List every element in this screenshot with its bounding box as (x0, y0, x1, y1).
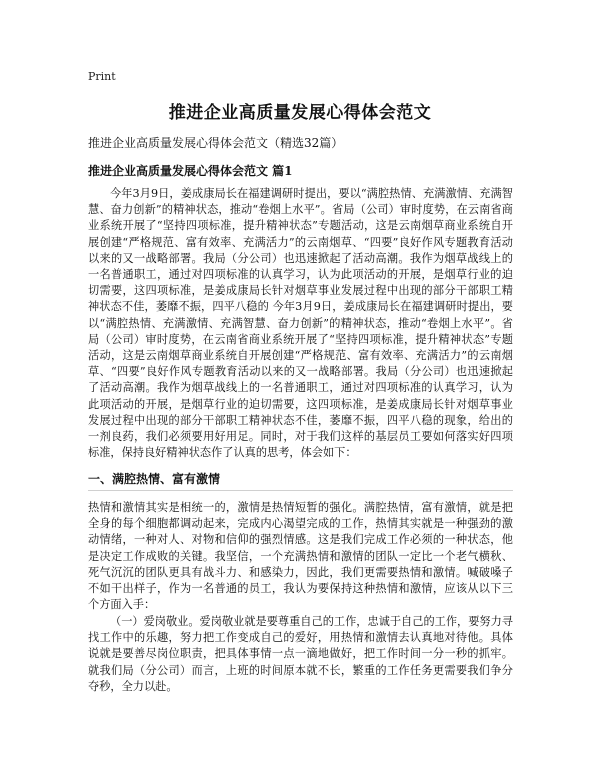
paragraph-1: 今年3月9日，姜成康局长在福建调研时提出，要以“满腔热情、充满激情、充满智慧、奋力创新”的精神状态，推动“卷烟上水平”。省局（公司）审时度势，在云南省商业系统开展了“坚持四项标准，提升精神状态”专题活动，这是云南烟草商业系统自开展创建“严格规范、富有效率、充满活力”的云南烟草、“四要”良好作风专题教育活动以来的又一战略部署。我局（分公司）也迅速掀起了活动高潮。我作为烟草战线上的一名普通职工，通过对四项标准的认真学习，认为此项活动的开展，是烟草行业的迫切需要，这四项标准，是姜成康局长针对烟草事业发展过程中出现的部分干部职工精神状态不佳，萎靡不振，四平八稳的 今年3月9日，姜成康局长在福建调研时提出，要以“满腔热情、充满激情、充满智慧、奋力创新”的精神状态，推动“卷烟上水平”。省局（公司）审时度势，在云南省商业系统开展了“坚持四项标准，提升精神状态”专题活动，这是云南烟草商业系统自开展创建“严格规范、富有效率、充满活力”的云南烟草、“四要”良好作风专题教育活动以来的又一战略部署。我局（分公司）也迅速掀起了活动高潮。我作为烟草战线上的一名普通职工，通过对四项标准的认真学习，认为此项活动的开展，是烟草行业的迫切需要，这四项标准，是姜成康局长针对烟草事业发展过程中出现的部分干部职工精神状态不佳，萎靡不振，四平八稳的现象，给出的一剂良药，我们必须要用好用足。同时，对于我们这样的基层员工要如何落实好四项标准，保持良好精神状态作了认真的思考，体会如下： (88, 187, 513, 460)
paragraph-3: （一）爱岗敬业。爱岗敬业就是要尊重自己的工作，忠诚于自己的工作，要努力寻找工作中的乐趣，努力把工作变成自己的爱好，用热情和激情去认真地对待他。具体说就是要善尽岗位职责，把具体事情一点一滴地做好，把工作时间一分一秒的抓牢。就我们局（分公司）而言，上班的时间原本就不长，繁重的工作任务更需要我们争分夺秒，全力以赴。 (88, 615, 513, 693)
print-label[interactable]: Print (88, 70, 116, 83)
divider (88, 490, 513, 491)
section-1-heading: 一、满腔热情、富有激情 (88, 472, 221, 486)
section-heading: 推进企业高质量发展心得体会范文 篇1 (88, 164, 293, 178)
paragraph-2: 热情和激情其实是相统一的，激情是热情短暂的强化。满腔热情，富有激情，就是把全身的每个细胞都调动起来，完成内心渴望完成的工作，热情其实就是一种强劲的激动情绪，一种对人、对物和信仰的强烈情感。这是我们完成工作必须的一种状态，他是决定工作成败的关键。我坚信，一个充满热情和激情的团队一定比一个老气横秋、死气沉沉的团队更具有战斗力、和感染力，因此，我们更需要热情和激情。喊破嗓子不如干出样子，作为一名普通的员工，我认为要保持这种热情和激情，应该从以下三个方面入手： (88, 501, 513, 612)
subtitle: 推进企业高质量发展心得体会范文（精选32篇） (88, 136, 344, 150)
page-title: 推进企业高质量发展心得体会范文 (168, 103, 432, 123)
